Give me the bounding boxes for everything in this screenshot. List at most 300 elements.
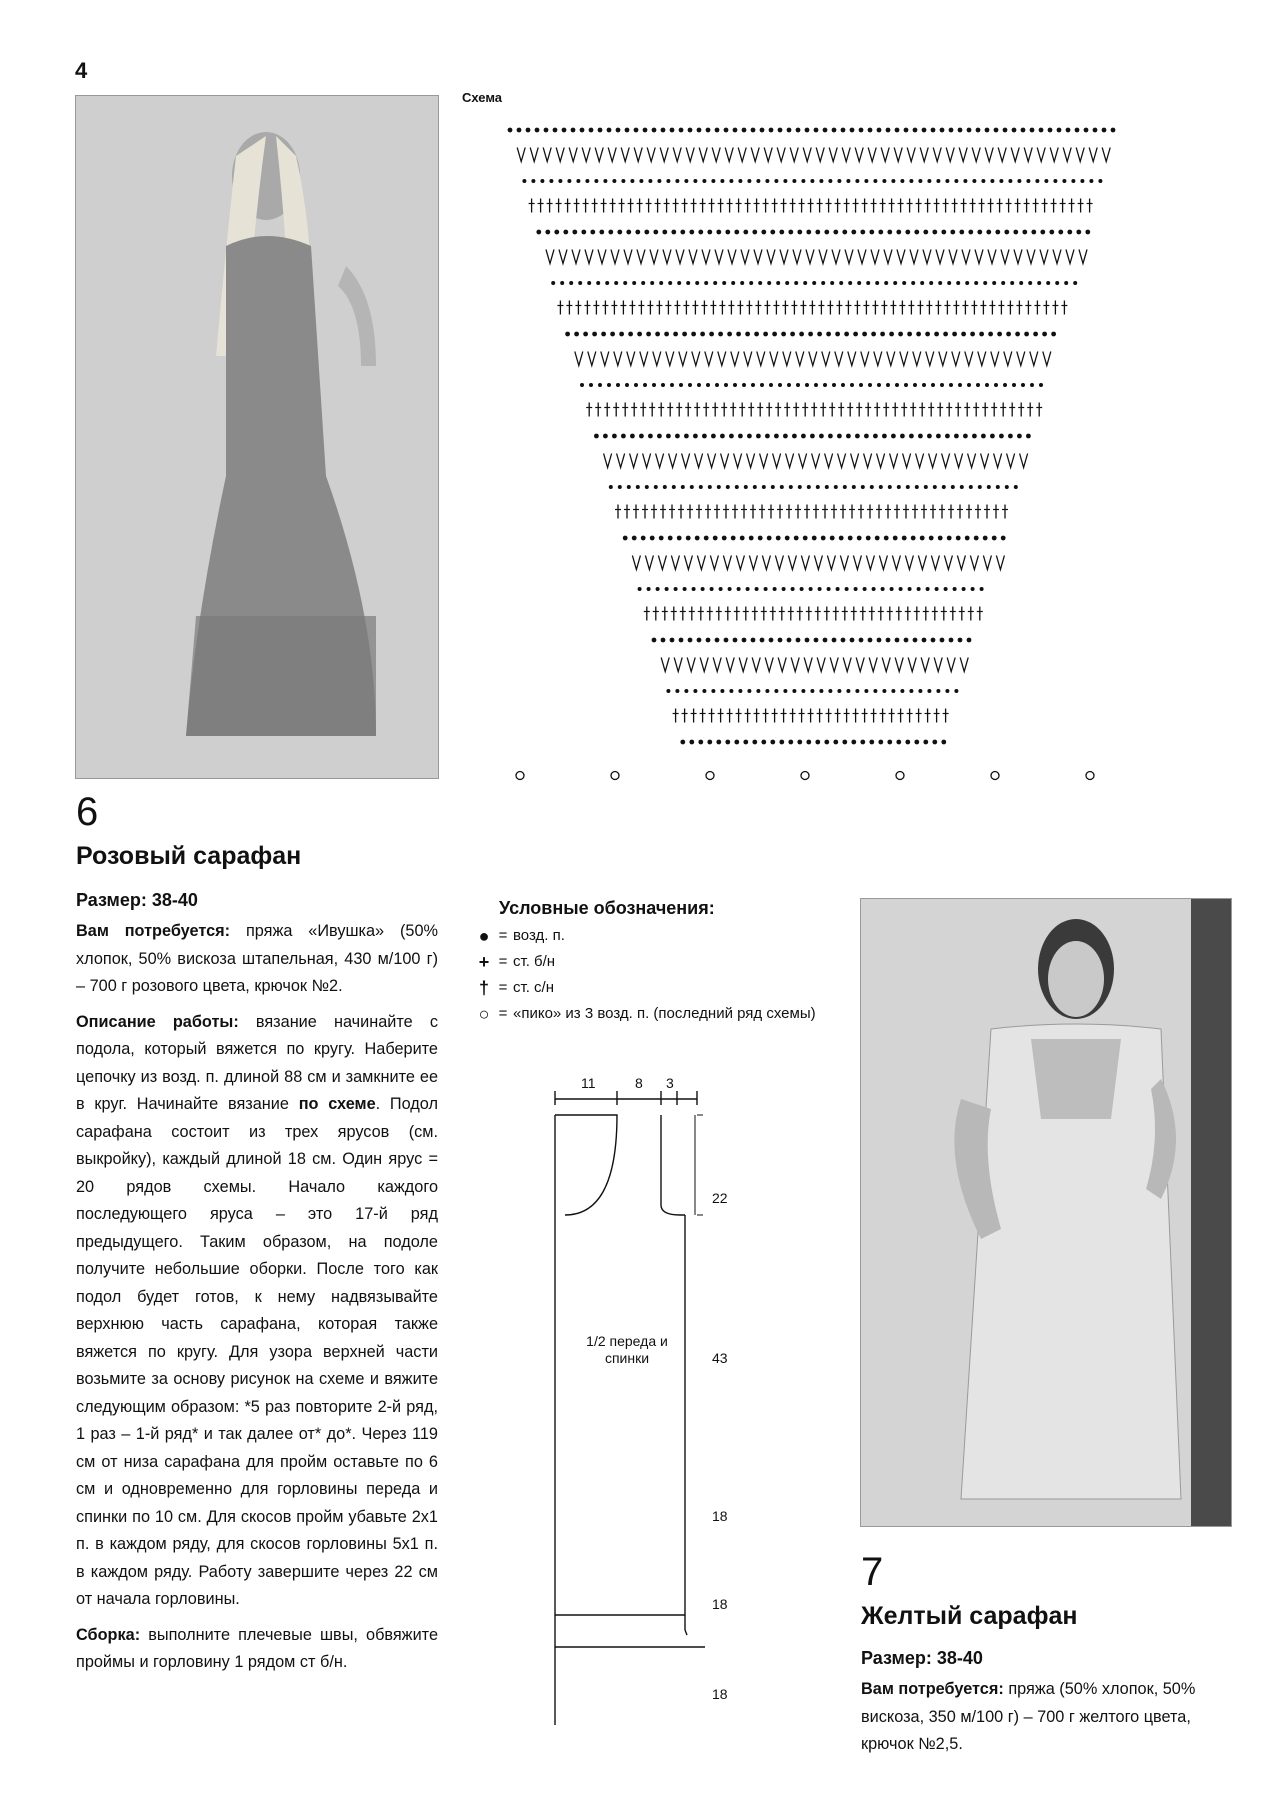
stitch-symbol [920,281,924,285]
stitch-symbol [895,658,903,672]
stitch-symbol [627,352,635,366]
stitch-symbol [1028,281,1032,285]
desc-bold: по схеме [298,1095,376,1113]
stitch-symbol [838,454,846,468]
stitch-symbol [619,332,624,337]
stitch-symbol [754,250,762,264]
stitch-symbol [747,179,751,183]
stitch-symbol [942,485,946,489]
stitch-symbol [828,179,832,183]
stitch-symbol [772,332,777,337]
stitch-symbol [844,332,849,337]
stitch-symbol [558,179,562,183]
stitch-symbol [727,332,732,337]
stitch-symbol [572,230,577,235]
stitch-symbol [864,179,868,183]
stitch-symbol [611,772,619,780]
stitch-symbol [859,638,864,643]
stitch-symbol [569,148,577,162]
stitch-symbol [801,689,805,693]
stitch-symbol [565,332,570,337]
desc-text-1: вязание начинайте с подола, который вяжется по кругу. Наберите цепочку из возд. п. длиной 88 см и замкните ее в круг. Начинайте вязание [76,1012,438,1113]
stitch-symbol [567,179,571,183]
stitch-symbol [693,434,698,439]
stitch-symbol [961,332,966,337]
stitch-symbol [955,454,963,468]
stitch-symbol [837,434,842,439]
stitch-symbol [783,434,788,439]
stitch-symbol [787,128,792,133]
model-6-assembly [76,1622,438,1677]
stitch-symbol [824,740,829,745]
stitch-symbol [909,689,913,693]
stitch-symbol [853,332,858,337]
stitch-symbol [907,332,912,337]
stitch-symbol [695,281,699,285]
stitch-symbol [857,281,861,285]
stitch-symbol [630,434,635,439]
stitch-symbol [859,128,864,133]
stitch-symbol [1035,179,1039,183]
stitch-symbol [954,179,958,183]
stitch-symbol [864,689,868,693]
stitch-symbol [927,179,931,183]
stitch-symbol [1102,148,1110,162]
stitch-symbol [657,434,662,439]
stitch-symbol [666,689,670,693]
stitch-symbol [798,485,802,489]
stitch-symbol [1027,250,1035,264]
stitch-symbol [866,556,874,570]
assembly-text: выполните плечевые швы, обвяжите проймы и горловину 1 рядом ст б/н. [76,1625,438,1671]
stitch-symbol [545,230,550,235]
stitch-symbol [788,556,796,570]
stitch-symbol [853,556,861,570]
stitch-symbol [687,658,695,672]
stitch-symbol [656,454,664,468]
stitch-symbol [891,434,896,439]
stitch-symbol [923,250,931,264]
stitch-symbol [819,250,827,264]
stitch-symbol [743,740,748,745]
stitch-symbol [888,485,892,489]
stitch-symbol [873,434,878,439]
stitch-symbol [522,179,526,183]
stitch-symbol [995,230,1000,235]
stitch-symbol [778,638,783,643]
stitch-symbol [1079,250,1087,264]
stitch-symbol [823,128,828,133]
stitch-symbol [729,434,734,439]
stitch-symbol [861,485,865,489]
stitch-symbol [589,383,593,387]
stitch-symbol [916,454,924,468]
stitch-symbol [974,281,978,285]
stitch-symbol [825,454,833,468]
stitch-symbol [808,332,813,337]
stitch-symbol [601,352,609,366]
stitch-symbol [1055,281,1059,285]
model-7-photo [860,898,1232,1527]
stitch-symbol [1030,128,1035,133]
stitch-symbol [945,179,949,183]
stitch-symbol [774,689,778,693]
stitch-symbol [805,638,810,643]
legend [475,898,835,1027]
stitch-symbol [879,485,883,489]
stitch-symbol [894,148,902,162]
stitch-symbol [922,383,926,387]
stitch-symbol [612,179,616,183]
legend-title: Условные обозначения: [499,898,715,918]
stitch-symbol [851,454,859,468]
stitch-symbol [621,179,625,183]
stitch-symbol [1008,434,1013,439]
stitch-symbol [914,740,919,745]
stitch-symbol [676,250,684,264]
stitch-symbol [793,250,801,264]
needs-label-7: Вам потребуется: [861,1680,1004,1698]
stitch-symbol [882,434,887,439]
stitch-symbol [809,587,813,591]
stitch-symbol [753,485,757,489]
stitch-symbol [632,281,636,285]
stitch-symbol [684,556,692,570]
stitch-symbol [697,128,702,133]
stitch-symbol [972,434,977,439]
stitch-symbol [918,689,922,693]
stitch-symbol [897,250,905,264]
stitch-symbol [911,281,915,285]
stitch-symbol [758,281,762,285]
stitch-symbol [868,638,873,643]
stitch-symbol [788,740,793,745]
stitch-symbol [816,485,820,489]
stitch-symbol [886,128,891,133]
stitch-symbol [718,332,723,337]
stitch-symbol [749,556,757,570]
stitch-symbol [967,128,972,133]
stitch-symbol [874,352,882,366]
stitch-symbol [711,689,715,693]
stitch-symbol [828,434,833,439]
stitch-symbol [918,179,922,183]
stitch-symbol [839,281,843,285]
stitch-symbol [720,179,724,183]
stitch-symbol [594,434,599,439]
stitch-symbol [974,536,979,541]
stitch-symbol [801,434,806,439]
stitch-symbol [783,689,787,693]
stitch-symbol [848,281,852,285]
stitch-symbol [734,740,739,745]
stitch-symbol [699,485,703,489]
stitch-symbol [658,556,666,570]
stitch-symbol [866,536,871,541]
stitch-symbol [920,148,928,162]
stitch-symbol [843,485,847,489]
stitch-symbol [580,383,584,387]
stitch-symbol [908,587,912,591]
stitch-symbol [864,434,869,439]
stitch-symbol [724,128,729,133]
stitch-symbol [825,485,829,489]
stitch-symbol [641,536,646,541]
stitch-symbol [884,536,889,541]
stitch-symbol [947,281,951,285]
stitch-symbol [913,352,921,366]
stitch-symbol [893,536,898,541]
stitch-symbol [612,434,617,439]
stitch-symbol [828,689,832,693]
stitch-symbol [972,179,976,183]
stitch-symbol [707,230,712,235]
stitch-symbol [890,587,894,591]
stitch-symbol [674,587,678,591]
model-6-needs [76,918,438,1001]
stitch-symbol [653,352,661,366]
stitch-symbol [1063,148,1071,162]
stitch-symbol [920,536,925,541]
stitch-symbol [582,148,590,162]
stitch-symbol [819,179,823,183]
stitch-symbol [931,638,936,643]
stitch-symbol [1089,179,1093,183]
stitch-symbol [776,536,781,541]
stitch-symbol [680,740,685,745]
stitch-symbol [929,281,933,285]
stitch-symbol [956,281,960,285]
stitch-symbol [869,230,874,235]
stitch-symbol [810,689,814,693]
stitch-symbol [868,128,873,133]
stitch-symbol [775,556,783,570]
stitch-symbol [941,230,946,235]
stitch-symbol [677,536,682,541]
stitch-symbol [900,179,904,183]
stitch-symbol [810,179,814,183]
stitch-symbol [630,454,638,468]
stitch-symbol [855,434,860,439]
stitch-symbol [891,179,895,183]
stitch-symbol [617,230,622,235]
stitch-symbol [840,556,848,570]
stitch-symbol [895,383,899,387]
stitch-symbol [896,772,904,780]
stitch-symbol [1015,332,1020,337]
stitch-symbol [988,250,996,264]
stitch-symbol [882,658,890,672]
stitch-symbol [745,332,750,337]
stitch-symbol [742,638,747,643]
stitch-symbol [949,638,954,643]
stitch-symbol [857,536,862,541]
stitch-symbol [944,587,948,591]
stitch-symbol [843,658,851,672]
stitch-symbol [807,485,811,489]
stitch-symbol [559,250,567,264]
stitch-symbol [1022,230,1027,235]
stitch-symbol [848,536,853,541]
stitch-symbol [896,740,901,745]
stitch-symbol [841,638,846,643]
stitch-symbol [941,740,946,745]
stitch-symbol [1012,383,1016,387]
stitch-symbol [916,332,921,337]
stitch-symbol [860,230,865,235]
stitch-symbol [718,352,726,366]
stitch-symbol [1086,772,1094,780]
stitch-symbol [632,556,640,570]
stitch-symbol [781,332,786,337]
stitch-symbol [686,536,691,541]
stitch-symbol [636,485,640,489]
stitch-symbol [1021,128,1026,133]
stitch-symbol [684,434,689,439]
stitch-symbol [517,148,525,162]
stitch-symbol [933,485,937,489]
stitch-symbol [710,556,718,570]
stitch-symbol [661,638,666,643]
stitch-symbol [682,454,690,468]
stitch-symbol [878,230,883,235]
stitch-symbol [673,148,681,162]
stitch-symbol [797,230,802,235]
stitch-symbol [1012,128,1017,133]
stitch-symbol [706,772,714,780]
stitch-symbol [1017,352,1025,366]
stitch-symbol [905,740,910,745]
stitch-symbol [801,772,809,780]
stitch-symbol [756,689,760,693]
stitch-symbol [900,434,905,439]
stitch-symbol [845,250,853,264]
stitch-symbol [812,281,816,285]
stitch-symbol [646,332,651,337]
stitch-symbol [675,179,679,183]
stitch-symbol [910,250,918,264]
model-7-size: Размер: 38-40 [861,1648,983,1668]
stitch-symbol [734,454,742,468]
stitch-symbol [724,383,728,387]
stitch-symbol [702,434,707,439]
stitch-symbol [1067,230,1072,235]
stitch-symbol [936,179,940,183]
stitch-symbol [925,332,930,337]
stitch-symbol [824,230,829,235]
stitch-symbol [952,352,960,366]
stitch-symbol [614,352,622,366]
stitch-symbol [902,281,906,285]
stitch-symbol [789,485,793,489]
stitch-symbol [672,485,676,489]
stitch-symbol [760,383,764,387]
stitch-symbol [697,383,701,387]
stitch-symbol [918,556,926,570]
stitch-symbol [908,658,916,672]
stitch-symbol [872,587,876,591]
stitch-symbol [976,128,981,133]
stitch-symbol [767,281,771,285]
stitch-symbol [1044,179,1048,183]
stitch-symbol [704,536,709,541]
stitch-symbol [940,383,944,387]
stitch-symbol [747,689,751,693]
stitch-symbol [791,658,799,672]
stitch-symbol [944,556,952,570]
stitch-symbol [1040,250,1048,264]
stitch-symbol [936,689,940,693]
stitch-symbol [720,689,724,693]
stitch-symbol [790,332,795,337]
dim-side-18b: 18 [712,1596,728,1612]
dim-side-18a: 18 [712,1508,728,1524]
dim-top-11: 11 [581,1075,596,1091]
stitch-symbol [792,434,797,439]
stitch-symbol [1008,179,1012,183]
stitch-symbol [1073,281,1077,285]
stitch-symbol [1039,383,1043,387]
stitch-symbol [728,250,736,264]
stitch-symbol [702,179,706,183]
stitch-symbol [771,485,775,489]
stitch-symbol [978,485,982,489]
stitch-symbol [1011,148,1019,162]
stitch-symbol [969,485,973,489]
stitch-symbol [805,128,810,133]
stitch-symbol [671,556,679,570]
stitch-symbol [815,230,820,235]
stitch-symbol [896,230,901,235]
stitch-symbol [769,383,773,387]
stitch-symbol [765,658,773,672]
stitch-symbol [848,352,856,366]
stitch-symbol [1005,485,1009,489]
stitch-symbol [931,383,935,387]
stitch-symbol [526,128,531,133]
stitch-symbol [806,230,811,235]
stitch-symbol [950,230,955,235]
stitch-symbol [605,281,609,285]
stitch-symbol [673,332,678,337]
stitch-symbol [985,128,990,133]
stitch-symbol [932,740,937,745]
desc-label: Описание работы: [76,1012,239,1031]
stitch-symbol [954,434,959,439]
stitch-symbol [858,250,866,264]
dim-top-8: 8 [635,1075,643,1091]
stitch-symbol [890,454,898,468]
stitch-symbol [751,148,759,162]
stitch-symbol [791,587,795,591]
stitch-symbol [625,128,630,133]
stitch-symbol [924,485,928,489]
stitch-symbol [689,250,697,264]
stitch-symbol [635,230,640,235]
stitch-symbol [803,148,811,162]
stitch-symbol [884,281,888,285]
stitch-symbol [625,383,629,387]
stitch-symbol [830,281,834,285]
stitch-symbol [1084,128,1089,133]
stitch-symbol [641,281,645,285]
stitch-symbol [628,332,633,337]
stitch-symbol [699,148,707,162]
legend-text: «пико» из 3 возд. п. (последний ряд схемы) [513,1005,816,1022]
stitch-symbol [728,587,732,591]
stitch-symbol [1049,230,1054,235]
stitch-symbol [715,250,723,264]
